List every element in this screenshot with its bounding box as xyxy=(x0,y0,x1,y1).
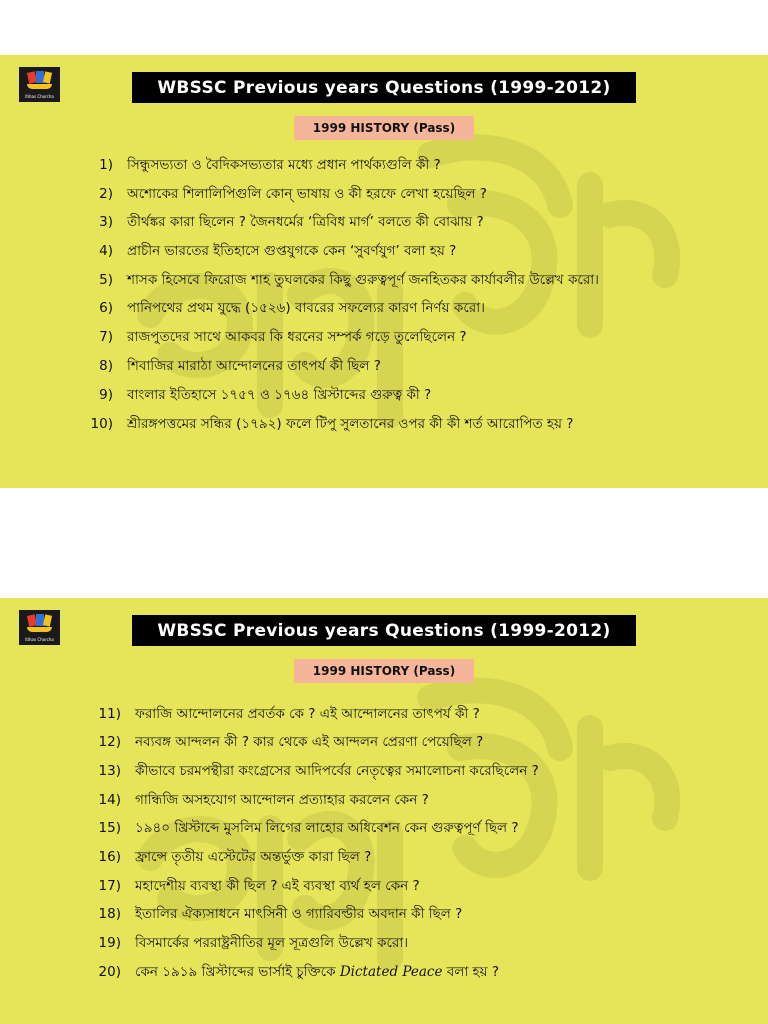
logo-icon xyxy=(19,67,60,102)
question-text: পানিপথের প্রথম যুদ্ধে (১৫২৬) বাবরের সফল্যের কারণ নির্ণয় করো। xyxy=(127,299,485,316)
slide-2 xyxy=(0,598,768,1024)
question-text: ইতালির ঐক্যসাধনে মাৎসিনী ও গ্যারিবল্ডীর অবদান কী ছিল ? xyxy=(135,905,463,922)
question-number: 6) xyxy=(99,300,113,316)
question-number: 11) xyxy=(98,706,121,722)
question-text: ফরাজি আন্দোলনের প্রবর্তক কে ? এই আন্দোলনের তাৎপর্য কী ? xyxy=(135,705,480,722)
list-item xyxy=(0,929,768,957)
question-text xyxy=(135,961,499,984)
question-number: 20) xyxy=(98,964,121,980)
question-number: 7) xyxy=(99,329,113,345)
question-number: 15) xyxy=(98,820,121,836)
question-number: 14) xyxy=(98,792,121,808)
section-badge: 1999 HISTORY (Pass) xyxy=(294,116,474,140)
question-number: 13) xyxy=(98,763,121,779)
question-text: নব্যবঙ্গ আন্দলন কী ? কার থেকে এই আন্দলন প্রেরণা পেয়েছিল ? xyxy=(135,733,484,750)
question-number: 1) xyxy=(99,157,113,173)
question-number: 9) xyxy=(99,387,113,403)
question-number: 18) xyxy=(98,906,121,922)
list-item xyxy=(0,352,768,380)
question-number: 10) xyxy=(90,416,113,432)
question-number: 16) xyxy=(98,849,121,865)
list-item xyxy=(0,323,768,351)
list-item xyxy=(0,958,768,986)
logo-text: Itihas Chorcha xyxy=(25,94,54,99)
question-text: সিন্ধুসভ্যতা ও বৈদিকসভ্যতার মধ্যে প্রধান পার্থক্যগুলি কী ? xyxy=(127,156,441,173)
question-text: তীর্থঙ্কর কারা ছিলেন ? জৈনধর্মের ‘ত্রিবিধ মার্গ’ বলতে কী বোঝায় ? xyxy=(127,213,484,230)
list-item xyxy=(0,294,768,322)
slide-1 xyxy=(0,55,768,488)
question-number: 3) xyxy=(99,214,113,230)
list-item xyxy=(0,410,768,438)
question-text-start: কেন ১৯১৯ খ্রিস্টাব্দের ভার্সাই চুক্তিকে xyxy=(135,963,336,980)
section-badge: 1999 HISTORY (Pass) xyxy=(294,659,474,683)
question-text: শ্রীরঙ্গপত্তমের সন্ধির (১৭৯২) ফলে টিপু সুলতানের ওপর কী কী শর্ত আরোপিত হয় ? xyxy=(127,415,574,432)
question-text: বাংলার ইতিহাসে ১৭৫৭ ও ১৭৬৪ খ্রিস্টাব্দের গুরুত্ব কী ? xyxy=(127,386,432,403)
question-number: 5) xyxy=(99,272,113,288)
logo-text: Itihas Chorcha xyxy=(25,637,54,642)
question-text: ফ্রান্সে তৃতীয় এস্টেটের অন্তর্ভুক্ত কারা ছিল ? xyxy=(135,848,372,865)
question-text: বিসমার্কের পররাষ্ট্রনীতির মূল সূত্রগুলি উল্লেখ করো। xyxy=(135,934,409,951)
question-number: 8) xyxy=(99,358,113,374)
list-item xyxy=(0,843,768,871)
question-number: 12) xyxy=(98,734,121,750)
question-text: ১৯৪০ খ্রিস্টাব্দে মুসলিম লিগের লাহোর অধিবেশন কেন গুরুত্বপূর্ণ ছিল ? xyxy=(135,819,519,836)
list-item xyxy=(0,180,768,208)
question-number: 2) xyxy=(99,186,113,202)
list-item xyxy=(0,208,768,236)
list-item xyxy=(0,900,768,928)
question-text: অশোকের শিলালিপিগুলি কোন্ ভাষায় ও কী হরফে লেখা হয়েছিল ? xyxy=(127,185,487,202)
list-item xyxy=(0,757,768,785)
list-item xyxy=(0,151,768,179)
list-item xyxy=(0,786,768,814)
question-number: 19) xyxy=(98,935,121,951)
question-number: 17) xyxy=(98,878,121,894)
question-text: রাজপুতদের সাথে আকবর কি ধরনের সম্পর্ক গড়ে তুলেছিলেন ? xyxy=(127,328,467,345)
question-number: 4) xyxy=(99,243,113,259)
page-title: WBSSC Previous years Questions (1999-2012) xyxy=(132,72,636,103)
page-title: WBSSC Previous years Questions (1999-2012) xyxy=(132,615,636,646)
question-text: শাসক হিসেবে ফিরোজ শাহ তুঘলকের কিছু গুরুত্বপূর্ণ জনহিতকর কার্যাবলীর উল্লেখ করো। xyxy=(127,271,599,288)
list-item xyxy=(0,872,768,900)
question-text: মহাদেশীয় ব্যবস্থা কী ছিল ? এই ব্যবস্থা ব্যর্থ হল কেন ? xyxy=(135,877,420,894)
list-item xyxy=(0,700,768,728)
question-text: কীভাবে চরমপন্থীরা কংগ্রেসের আদিপর্বের নেতৃত্বের সমালোচনা করেছিলেন ? xyxy=(135,762,539,779)
question-text-emphasis: Dictated Peace xyxy=(339,963,443,980)
list-item xyxy=(0,237,768,265)
question-text: শিবাজির মারাঠা আন্দোলনের তাৎপর্য কী ছিল ? xyxy=(127,357,381,374)
list-item xyxy=(0,266,768,294)
question-text: গান্ধিজি অসহযোগ আন্দোলন প্রত্যাহার করলেন কেন ? xyxy=(135,791,429,808)
list-item xyxy=(0,381,768,409)
question-text: প্রাচীন ভারতের ইতিহাসে গুপ্তযুগকে কেন ‘সুবর্ণযুগ’ বলা হয় ? xyxy=(127,242,457,259)
logo-icon xyxy=(19,610,60,645)
list-item xyxy=(0,728,768,756)
question-text-end: বলা হয় ? xyxy=(446,963,500,980)
list-item xyxy=(0,814,768,842)
